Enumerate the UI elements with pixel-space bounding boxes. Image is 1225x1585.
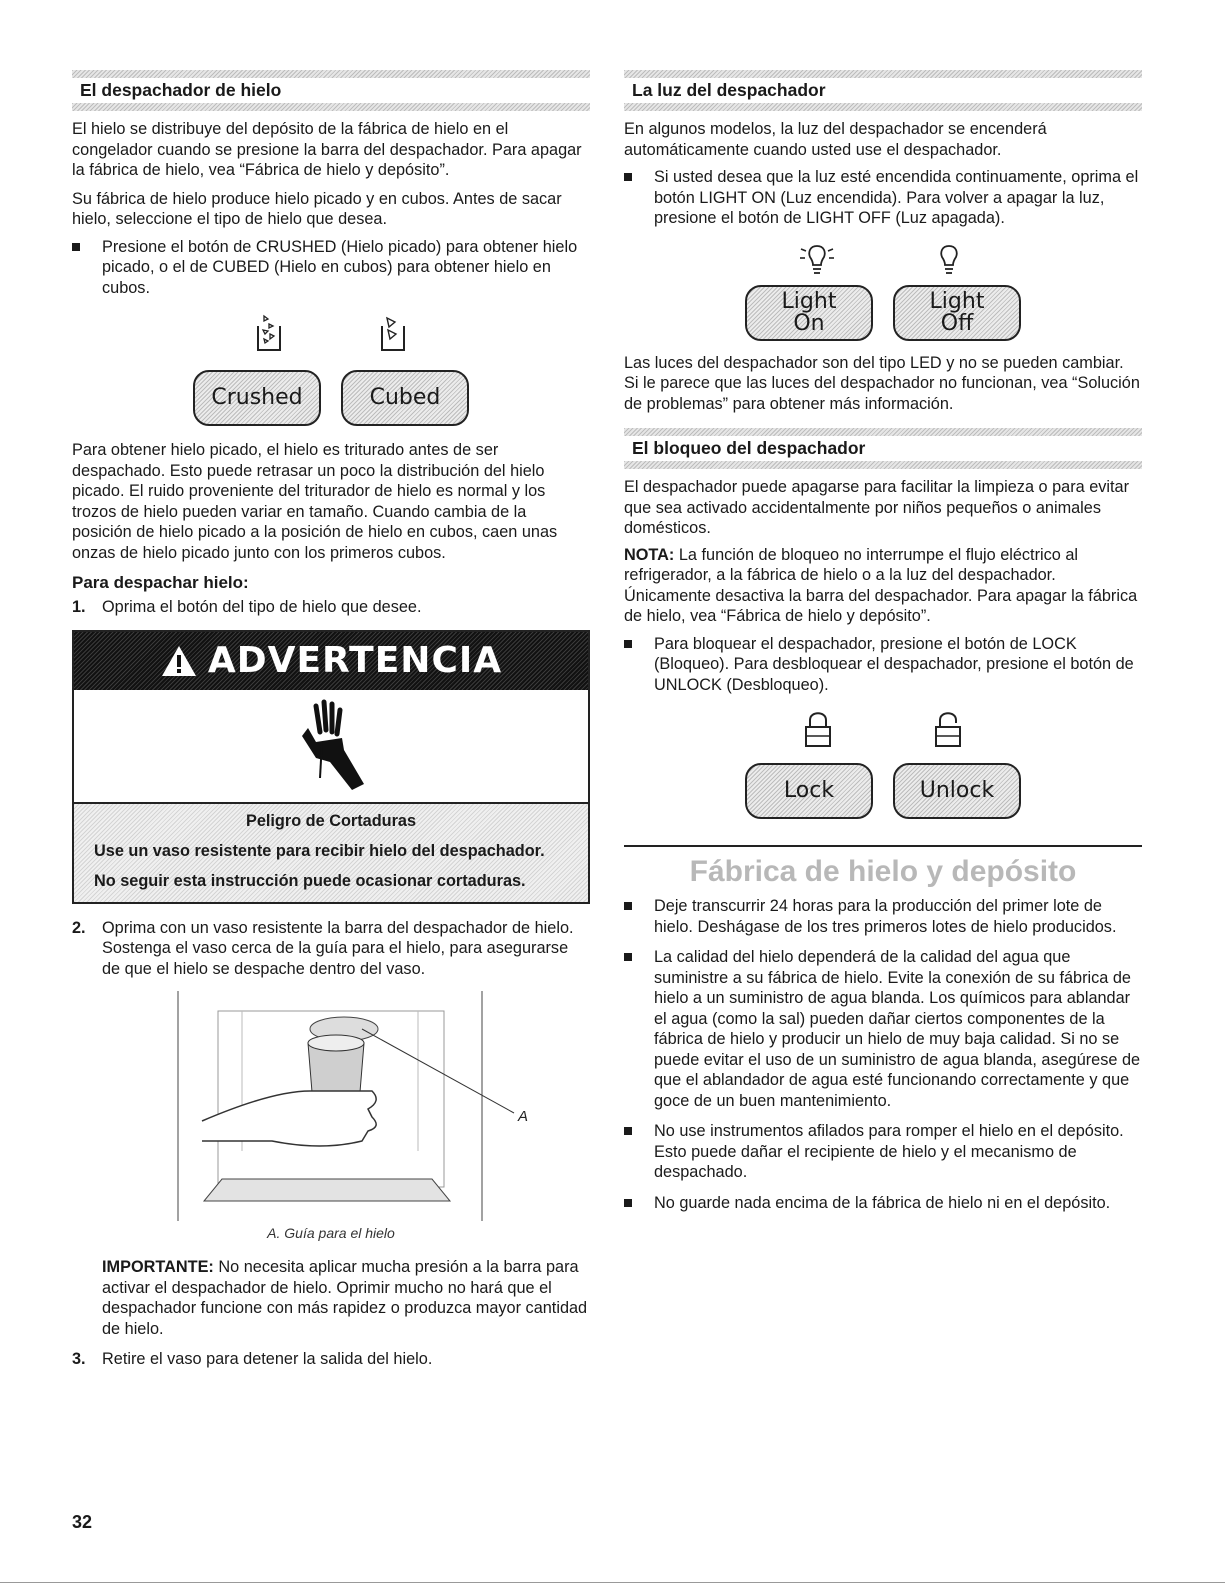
light-off-button[interactable] [893,285,1021,341]
section-rule [624,103,1142,111]
crushed-label: Crushed [211,385,303,410]
cubed-button[interactable] [341,370,469,426]
warning-body [74,804,588,902]
section-title-ice-maker: Fábrica de hielo y depósito [689,855,1077,888]
lock-icon [801,709,835,749]
section-title-ice-dispenser: El despachador de hielo [80,80,282,100]
lock-label: Lock [783,778,835,803]
light-off-icon [929,241,969,277]
note-label: NOTA: [624,545,675,564]
light-off-label [929,288,985,336]
important-text: No necesita aplicar mucha presión a la barra para activar el despachador de hielo. Oprimir mucho no hará que el despachador funcione con más rapidez o produzca mayor cantidad de hielo. [102,1258,588,1338]
important-note [72,1257,590,1339]
left-column [72,70,590,1370]
step-text: Oprima con un vaso resistente la barra del despachador de hielo. Sostenga el vaso cerca de la guía para el hielo, para asegurarse de que el hielo se despache dentro del vaso. [102,918,574,978]
light-on-button[interactable] [745,285,873,341]
bullet-item: Para bloquear el despachador, presione el botón de LOCK (Bloqueo). Para desbloquear el despachador, presione el botón de UNLOCK (Desbloqueo). [624,634,1142,696]
unlock-icon [931,709,965,749]
ice-icons [72,312,590,354]
figure-label-a: A [518,1108,529,1125]
cubed-ice-icon [379,312,407,354]
warning-line: No seguir esta instrucción puede ocasionar cortaduras. [94,872,526,890]
dispenser-figure [72,991,590,1223]
warning-triangle-icon [160,644,198,678]
hazard-title: Peligro de Cortaduras [245,811,417,830]
page-number: 32 [72,1512,93,1532]
glass-dispenser-illustration [72,991,590,1223]
section-divider [624,845,1142,847]
bullet-item: No guarde nada encima de la fábrica de hielo ni en el depósito. [624,1193,1142,1214]
right-column [624,70,1142,1213]
warning-pictogram [74,690,588,804]
step-number: 3. [72,1350,86,1368]
warning-title: ADVERTENCIA [207,640,503,681]
bullet-item: Presione el botón de CRUSHED (Hielo picado) para obtener hielo picado, o el de CUBED (Hielo en cubos) para obtener hielo en cubos. [72,237,590,299]
step-item [72,918,590,980]
section-rule [72,103,590,111]
subheading-dispense-ice: Para despachar hielo: [72,573,249,592]
section-rule [72,70,590,78]
note-paragraph [624,545,1142,627]
light-off-line2: Off [940,310,974,336]
warning-header [74,632,588,690]
section-title-dispenser-lock: El bloqueo del despachador [632,438,866,458]
cut-hand-icon [286,698,376,794]
paragraph: El despachador puede apagarse para facilitar la limpieza o para evitar que sea activado accidentalmente por niños pequeños o animales domésticos. [624,478,1130,537]
unlock-label: Unlock [919,778,995,803]
light-on-line1: Light [781,288,837,314]
warning-box [72,630,590,904]
figure-caption: A. Guía para el hielo [267,1225,395,1241]
bullet-item: Deje transcurrir 24 horas para la producción del primer lote de hielo. Deshágase de los tres primeros lotes de hielo producidos. [624,896,1142,937]
section-rule [624,461,1142,469]
crushed-ice-icon [255,312,283,354]
section-rule [624,428,1142,436]
unlock-button[interactable] [893,763,1021,819]
light-icons [624,241,1142,277]
step-item [72,597,590,618]
ice-buttons [72,370,590,426]
step-number: 2. [72,918,86,937]
cubed-label: Cubed [369,385,441,410]
bullet-item: Si usted desea que la luz esté encendida continuamente, oprima el botón LIGHT ON (Luz encendida). Para volver a apagar la luz, presione el botón de LIGHT OFF (Luz apagada). [624,167,1142,229]
light-on-icon [797,241,837,277]
page-bottom-rule [0,1582,1225,1583]
paragraph: Las luces del despachador son del tipo LED y no se pueden cambiar. Si le parece que las luces del despachador no funcionan, vea “Solución de problemas” para obtener más información. [624,353,1140,413]
bullet-item: No use instrumentos afilados para romper el hielo en el depósito. Esto puede dañar el recipiente de hielo y el mecanismo de despachado. [624,1121,1142,1183]
paragraph: En algunos modelos, la luz del despachador se encenderá automáticamente cuando usted use el despachador. [624,120,1047,159]
step-text: Retire el vaso para detener la salida del hielo. [102,1350,433,1368]
lock-icons [624,709,1142,749]
step-item [72,1349,590,1370]
section-title-dispenser-light: La luz del despachador [632,80,826,100]
important-label: IMPORTANTE: [102,1258,214,1276]
paragraph: Para obtener hielo picado, el hielo es triturado antes de ser despachado. Esto puede retrasar un poco la distribución del hielo picado. El ruido proveniente del triturador de hielo es normal y los trozos de hielo pueden variar en tamaño. Cuando cambia de la posición de hielo picado a la posición de hielo en cubos, caen unas onzas de hielo picado junto con los primeros cubos. [72,441,558,562]
note-text: La función de bloqueo no interrumpe el flujo eléctrico al refrigerador, a la fábrica de hielo o a la luz del despachador. Únicamente desactiva la barra del despachador. Para apagar la fábrica de hielo, vea “Fábrica de hielo y depósito”. [624,545,1138,625]
light-off-line1: Light [929,288,985,314]
lock-button[interactable] [745,763,873,819]
light-buttons [624,285,1142,341]
bullet-item: La calidad del hielo dependerá de la calidad del agua que suministre a su fábrica de hielo. Evite la conexión de su fábrica de hielo a un suministro de agua blanda. Los químicos para ablandar el agua (como la sal) pueden dañar ciertos componentes de la fábrica de hielo y producir un hielo de muy baja calidad. Si no se puede evitar el uso de un suministro de agua blanda, asegúrese de que el ablandador de agua esté funcionando correctamente y que goce de un buen mantenimiento. [624,947,1142,1111]
paragraph: El hielo se distribuye del depósito de la fábrica de hielo en el congelador cuando se presione la barra del despachador. Para apagar la fábrica de hielo, vea “Fábrica de hielo y depósito”. [72,120,582,179]
crushed-button[interactable] [193,370,321,426]
warning-line: Use un vaso resistente para recibir hielo del despachador. [94,841,545,860]
step-number: 1. [72,598,86,616]
light-on-line2: On [793,310,825,336]
paragraph: Su fábrica de hielo produce hielo picado y en cubos. Antes de sacar hielo, seleccione el tipo de hielo que desea. [72,189,562,228]
lock-buttons [624,763,1142,819]
section-rule [624,70,1142,78]
step-text: Oprima el botón del tipo de hielo que desee. [102,598,422,616]
light-on-label [781,288,837,336]
